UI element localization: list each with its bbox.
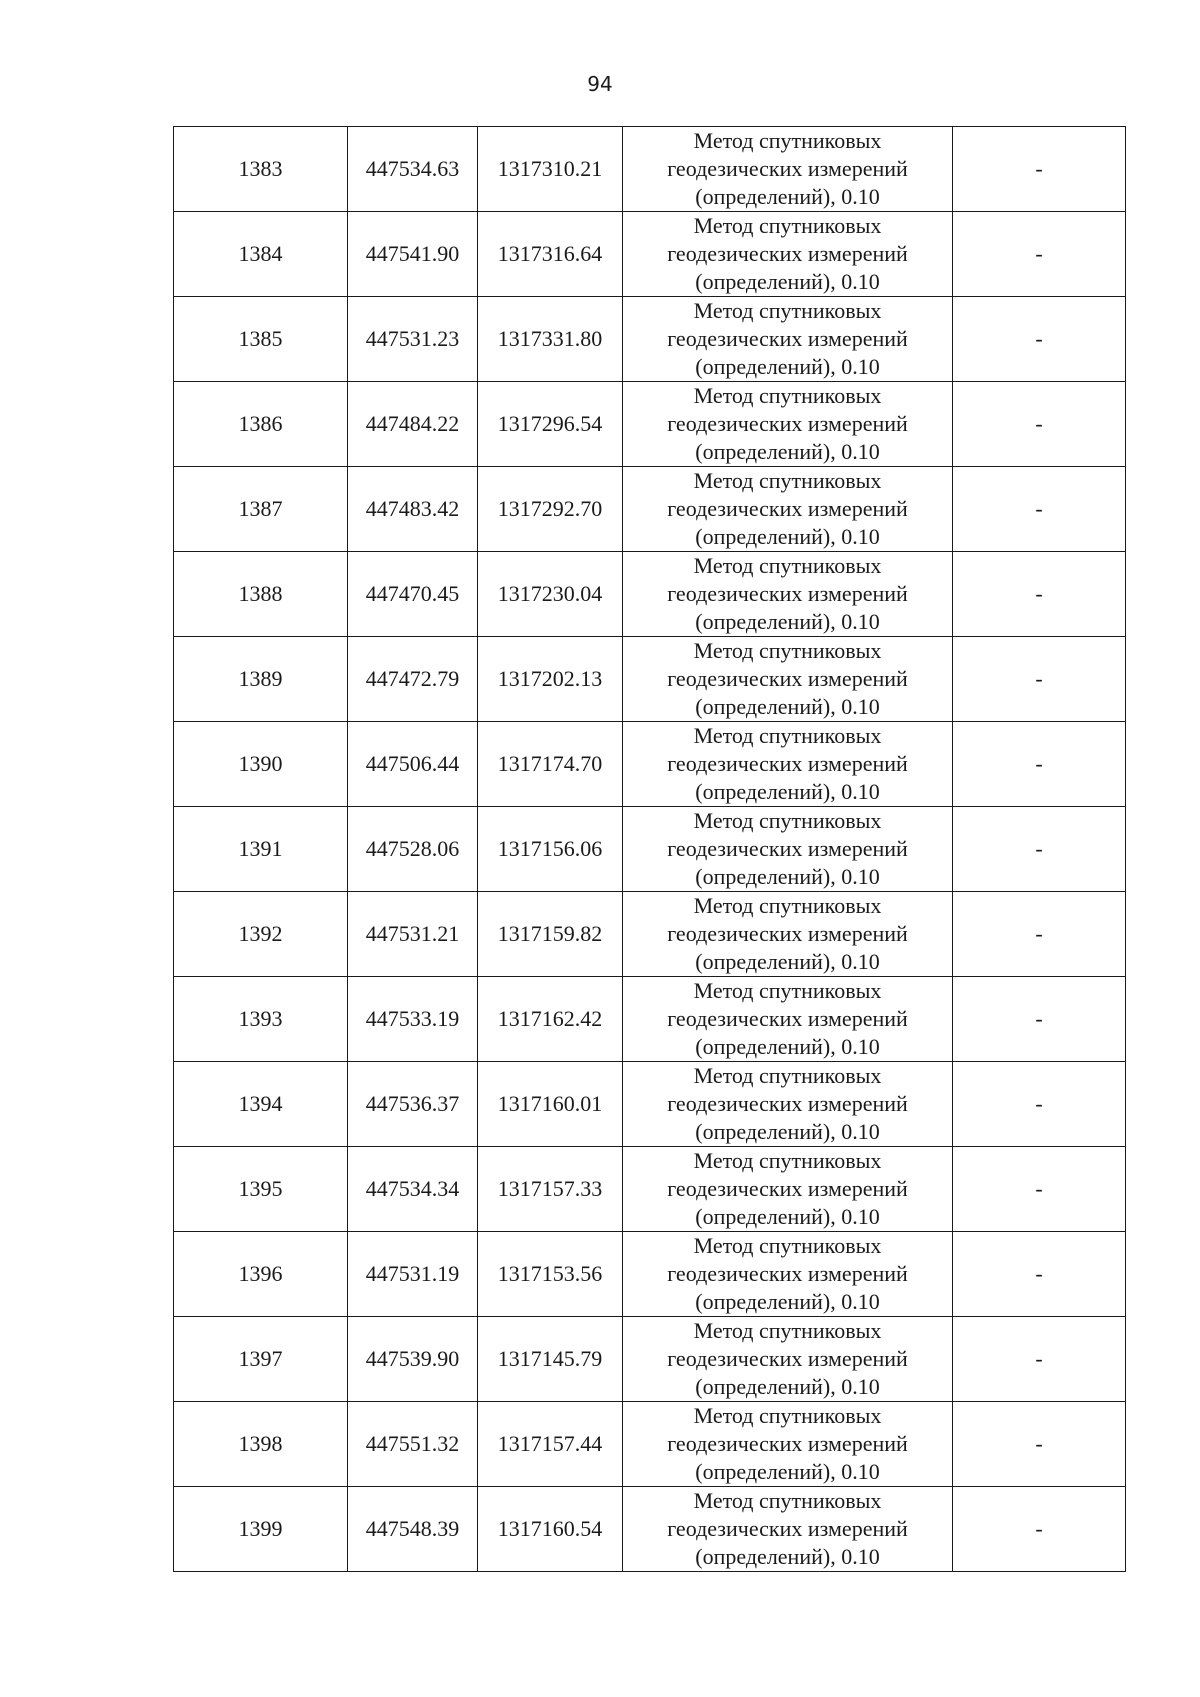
point-number-cell: 1383	[174, 127, 348, 212]
method-text: Метод спутниковых геодезических измерений (определений), 0.10	[667, 723, 908, 804]
method-text: Метод спутниковых геодезических измерений (определений), 0.10	[667, 808, 908, 889]
point-number-cell: 1395	[174, 1147, 348, 1232]
method-cell	[623, 1062, 953, 1147]
method-cell	[623, 1317, 953, 1402]
x-coordinate-cell: 447531.23	[348, 297, 478, 382]
table-row	[174, 637, 1126, 722]
note-cell: -	[953, 637, 1126, 722]
method-cell	[623, 1147, 953, 1232]
point-number-cell: 1399	[174, 1487, 348, 1572]
y-coordinate-cell: 1317159.82	[478, 892, 623, 977]
table-row	[174, 1232, 1126, 1317]
table-row	[174, 382, 1126, 467]
table-row	[174, 1402, 1126, 1487]
x-coordinate-cell: 447472.79	[348, 637, 478, 722]
x-coordinate-cell: 447551.32	[348, 1402, 478, 1487]
note-cell: -	[953, 297, 1126, 382]
x-coordinate-cell: 447506.44	[348, 722, 478, 807]
method-text: Метод спутниковых геодезических измерений (определений), 0.10	[667, 553, 908, 634]
x-coordinate-cell: 447541.90	[348, 212, 478, 297]
method-cell	[623, 1487, 953, 1572]
y-coordinate-cell: 1317292.70	[478, 467, 623, 552]
point-number-cell: 1393	[174, 977, 348, 1062]
coordinates-table	[173, 126, 1126, 1572]
x-coordinate-cell: 447531.19	[348, 1232, 478, 1317]
table-row	[174, 1317, 1126, 1402]
point-number-cell: 1386	[174, 382, 348, 467]
point-number-cell: 1391	[174, 807, 348, 892]
note-cell: -	[953, 1147, 1126, 1232]
y-coordinate-cell: 1317145.79	[478, 1317, 623, 1402]
x-coordinate-cell: 447531.21	[348, 892, 478, 977]
method-cell	[623, 127, 953, 212]
x-coordinate-cell: 447534.63	[348, 127, 478, 212]
method-text: Метод спутниковых геодезических измерений (определений), 0.10	[667, 383, 908, 464]
table-row	[174, 1487, 1126, 1572]
note-cell: -	[953, 127, 1126, 212]
y-coordinate-cell: 1317156.06	[478, 807, 623, 892]
x-coordinate-cell: 447470.45	[348, 552, 478, 637]
method-cell	[623, 1402, 953, 1487]
x-coordinate-cell: 447484.22	[348, 382, 478, 467]
method-text: Метод спутниковых геодезических измерений (определений), 0.10	[667, 893, 908, 974]
method-text: Метод спутниковых геодезических измерений (определений), 0.10	[667, 1233, 908, 1314]
method-cell	[623, 807, 953, 892]
method-cell	[623, 977, 953, 1062]
method-text: Метод спутниковых геодезических измерений (определений), 0.10	[667, 1318, 908, 1399]
note-cell: -	[953, 807, 1126, 892]
table-row	[174, 722, 1126, 807]
note-cell: -	[953, 892, 1126, 977]
x-coordinate-cell: 447536.37	[348, 1062, 478, 1147]
table-row	[174, 467, 1126, 552]
note-cell: -	[953, 1317, 1126, 1402]
y-coordinate-cell: 1317160.54	[478, 1487, 623, 1572]
table-row	[174, 1147, 1126, 1232]
table-row	[174, 1062, 1126, 1147]
x-coordinate-cell: 447533.19	[348, 977, 478, 1062]
y-coordinate-cell: 1317157.44	[478, 1402, 623, 1487]
table-row	[174, 807, 1126, 892]
method-cell	[623, 382, 953, 467]
method-text: Метод спутниковых геодезических измерений (определений), 0.10	[667, 1488, 908, 1569]
point-number-cell: 1396	[174, 1232, 348, 1317]
method-text: Метод спутниковых геодезических измерений (определений), 0.10	[667, 1148, 908, 1229]
y-coordinate-cell: 1317160.01	[478, 1062, 623, 1147]
point-number-cell: 1398	[174, 1402, 348, 1487]
method-cell	[623, 1232, 953, 1317]
y-coordinate-cell: 1317331.80	[478, 297, 623, 382]
note-cell: -	[953, 552, 1126, 637]
note-cell: -	[953, 977, 1126, 1062]
method-text: Метод спутниковых геодезических измерений (определений), 0.10	[667, 638, 908, 719]
method-text: Метод спутниковых геодезических измерений (определений), 0.10	[667, 1403, 908, 1484]
point-number-cell: 1387	[174, 467, 348, 552]
method-cell	[623, 892, 953, 977]
point-number-cell: 1384	[174, 212, 348, 297]
table-row	[174, 297, 1126, 382]
y-coordinate-cell: 1317230.04	[478, 552, 623, 637]
method-cell	[623, 297, 953, 382]
note-cell: -	[953, 1487, 1126, 1572]
y-coordinate-cell: 1317296.54	[478, 382, 623, 467]
point-number-cell: 1390	[174, 722, 348, 807]
method-text: Метод спутниковых геодезических измерений (определений), 0.10	[667, 468, 908, 549]
x-coordinate-cell: 447534.34	[348, 1147, 478, 1232]
x-coordinate-cell: 447483.42	[348, 467, 478, 552]
point-number-cell: 1389	[174, 637, 348, 722]
y-coordinate-cell: 1317153.56	[478, 1232, 623, 1317]
method-cell	[623, 212, 953, 297]
table-row	[174, 977, 1126, 1062]
y-coordinate-cell: 1317162.42	[478, 977, 623, 1062]
table-row	[174, 552, 1126, 637]
method-cell	[623, 552, 953, 637]
y-coordinate-cell: 1317174.70	[478, 722, 623, 807]
note-cell: -	[953, 467, 1126, 552]
method-cell	[623, 722, 953, 807]
note-cell: -	[953, 1402, 1126, 1487]
method-text: Метод спутниковых геодезических измерений (определений), 0.10	[667, 213, 908, 294]
note-cell: -	[953, 1232, 1126, 1317]
note-cell: -	[953, 212, 1126, 297]
point-number-cell: 1392	[174, 892, 348, 977]
x-coordinate-cell: 447539.90	[348, 1317, 478, 1402]
point-number-cell: 1394	[174, 1062, 348, 1147]
page-number: 94	[587, 72, 613, 96]
y-coordinate-cell: 1317202.13	[478, 637, 623, 722]
table-row	[174, 892, 1126, 977]
y-coordinate-cell: 1317310.21	[478, 127, 623, 212]
method-text: Метод спутниковых геодезических измерений (определений), 0.10	[667, 978, 908, 1059]
table-row	[174, 127, 1126, 212]
method-cell	[623, 637, 953, 722]
x-coordinate-cell: 447548.39	[348, 1487, 478, 1572]
method-text: Метод спутниковых геодезических измерений (определений), 0.10	[667, 298, 908, 379]
point-number-cell: 1397	[174, 1317, 348, 1402]
note-cell: -	[953, 382, 1126, 467]
method-text: Метод спутниковых геодезических измерений (определений), 0.10	[667, 1063, 908, 1144]
point-number-cell: 1388	[174, 552, 348, 637]
method-cell	[623, 467, 953, 552]
method-text: Метод спутниковых геодезических измерений (определений), 0.10	[667, 128, 908, 209]
table-row	[174, 212, 1126, 297]
point-number-cell: 1385	[174, 297, 348, 382]
y-coordinate-cell: 1317316.64	[478, 212, 623, 297]
x-coordinate-cell: 447528.06	[348, 807, 478, 892]
note-cell: -	[953, 722, 1126, 807]
coordinates-table-body	[174, 127, 1126, 1572]
note-cell: -	[953, 1062, 1126, 1147]
y-coordinate-cell: 1317157.33	[478, 1147, 623, 1232]
